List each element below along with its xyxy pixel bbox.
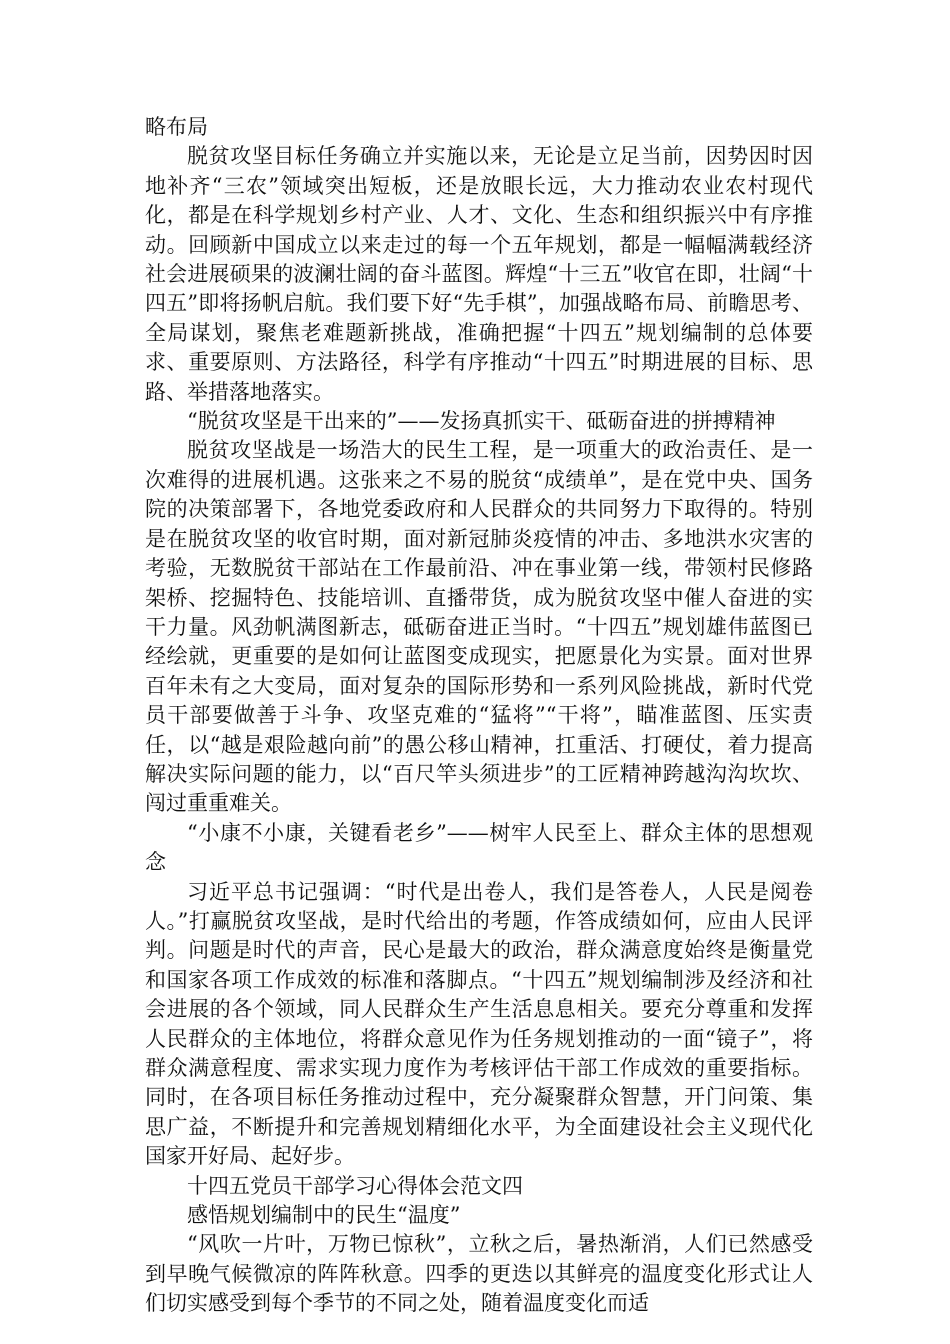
section-heading-1: “脱贫攻坚是干出来的”——发扬真抓实干、砥砺奋进的拼搏精神: [187, 409, 776, 434]
essay-title: 十四五党员干部学习心得体会范文四: [187, 1173, 523, 1198]
paragraph-5: “风吹一片叶，万物已惊秋”，立秋之后，暑热渐消，人们已然感受到早晚气候微凉的阵阵秋意。四季的更迭以其鲜亮的温度变化形式让人们切实感受到每个季节的不同之处，随着温度变化而适: [145, 1232, 813, 1316]
section-heading-2: “小康不小康，关键看老乡”——树牢人民至上、群众主体的思想观念: [145, 820, 813, 875]
paragraph-1: 略布局: [145, 115, 208, 139]
essay-subtitle: 感悟规划编制中的民生“温度”: [187, 1203, 461, 1228]
paragraph-2: 脱贫攻坚目标任务确立并实施以来，无论是立足当前，因势因时因地补齐“三农”领域突出短板，还是放眼长远，大力推动农业农村现代化，都是在科学规划乡村产业、人才、文化、生态和组织振兴中有序推动。回顾新中国成立以来走过的每一个五年规划，都是一幅幅满载经济社会进展硕果的波澜壮阔的奋斗蓝图。辉煌“十三五”收官在即，壮阔“十四五”即将扬帆启航。我们要下好“先手棋”，加强战略布局、前瞻思考、全局谋划，聚焦老难题新挑战，准确把握“十四五”规划编制的总体要求、重要原则、方法路径，科学有序推动“十四五”时期进展的目标、思路、举措落地落实。: [145, 144, 813, 404]
paragraph-4: 习近平总书记强调：“时代是出卷人，我们是答卷人，人民是阅卷人。”打赢脱贫攻坚战，是时代给出的考题，作答成绩如何，应由人民评判。问题是时代的声音，民心是最大的政治，群众满意度始终是衡量党和国家各项工作成效的标准和落脚点。“十四五”规划编制涉及经济和社会进展的各个领域，同人民群众生产生活息息相关。要充分尊重和发挥人民群众的主体地位，将群众意见作为任务规划推动的一面“镜子”，将群众满意程度、需求实现力度作为考核评估干部工作成效的重要指标。同时，在各项目标任务推动过程中，充分凝聚群众智慧，开门问策、集思广益，不断提升和完善规划精细化水平，为全面建设社会主义现代化国家开好局、起好步。: [145, 879, 813, 1169]
paragraph-3: 脱贫攻坚战是一场浩大的民生工程，是一项重大的政治责任、是一次难得的进展机遇。这张来之不易的脱贫“成绩单”，是在党中央、国务院的决策部署下，各地党委政府和人民群众的共同努力下取得的。特别是在脱贫攻坚的收官时期，面对新冠肺炎疫情的冲击、多地洪水灾害的考验，无数脱贫干部站在工作最前沿、冲在事业第一线，带领村民修路架桥、挖掘特色、技能培训、直播带货，成为脱贫攻坚中催人奋进的实干力量。风劲帆满图新志，砥砺奋进正当时。“十四五”规划雄伟蓝图已经绘就，更重要的是如何让蓝图变成现实，把愿景化为实景。面对世界百年未有之大变局，面对复杂的国际形势和一系列风险挑战，新时代党员干部要做善于斗争、攻坚克难的“猛将”“干将”，瞄准蓝图、压实责任，以“越是艰险越向前”的愚公移山精神，扛重活、打硬仗，着力提高解决实际问题的能力，以“百尺竿头须进步”的工匠精神跨越沟沟坎坎、闯过重重难关。: [145, 438, 813, 816]
document-page: [145, 113, 813, 1319]
